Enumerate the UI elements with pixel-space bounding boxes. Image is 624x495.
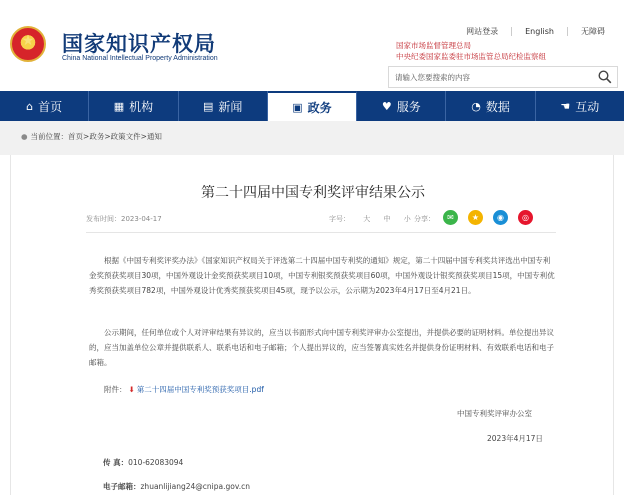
signature-org: 中国专利奖评审办公室 <box>457 409 532 418</box>
font-size-small[interactable]: 小 <box>403 215 411 223</box>
chart-icon: ◔ <box>471 99 481 113</box>
signature-date: 2023年4月17日 <box>487 434 543 443</box>
share-label: 分享： <box>414 215 435 223</box>
article-paragraph-2: 公示期间，任何单位或个人对评审结果有异议的，应当以书面形式向中国专利奖评审办公室提出，并提供必要的证明材料。单位提出异议的，应当加盖单位公章并提供联系人、联系电话和电子邮箱；个人提出异议的，应当签署真实姓名并提供身份证明材料、有效联系电话和电子邮箱。 <box>89 328 554 367</box>
attachment-link[interactable]: 第二十四届中国专利奖预获奖项目.pdf <box>136 385 264 394</box>
qzone-icon[interactable]: ★ <box>468 210 483 225</box>
affiliated-orgs <box>396 40 546 62</box>
breadcrumb-prefix: 当前位置： <box>30 132 69 141</box>
nav-interaction[interactable] <box>536 91 624 121</box>
national-emblem-icon[interactable] <box>10 26 46 62</box>
qq-icon[interactable]: ◉ <box>493 210 508 225</box>
nav-label: 政务 <box>307 100 332 115</box>
publish-info <box>86 214 162 224</box>
accessibility-link[interactable]: 无障碍 <box>567 27 618 36</box>
breadcrumb-bar <box>0 121 624 155</box>
font-size-medium[interactable]: 中 <box>383 215 391 223</box>
search-icon <box>598 70 612 84</box>
wechat-icon[interactable]: ✉ <box>443 210 458 225</box>
site-title[interactable]: 国家知识产权局 <box>62 32 216 56</box>
heart-hand-icon: ♥ <box>381 99 392 113</box>
nav-organization[interactable] <box>89 91 178 121</box>
login-link[interactable]: 网站登录 <box>466 27 499 36</box>
top-links <box>453 27 618 36</box>
attachment <box>104 384 264 395</box>
building-icon: ▦ <box>113 99 125 113</box>
nav-data[interactable] <box>446 91 535 121</box>
article-container <box>10 155 614 495</box>
publish-label: 发布时间： <box>86 215 121 223</box>
attachment-label: 附件： <box>104 385 127 394</box>
nav-services[interactable] <box>357 91 446 121</box>
hand-icon: ☚ <box>560 99 571 113</box>
fax-info <box>103 457 183 468</box>
news-icon: ▤ <box>202 99 214 113</box>
site-title-english: China National Intellectual Property Administration <box>62 55 218 62</box>
weibo-icon[interactable]: ◎ <box>518 210 533 225</box>
main-nav <box>0 91 624 121</box>
location-pin-icon: ● <box>21 132 28 141</box>
article-paragraph-1: 根据《中国专利奖评奖办法》《国家知识产权局关于评选第二十四届中国专利奖的通知》规定，第二十四届中国专利奖共评选出中国专利金奖预获奖项目30项，中国外观设计金奖预获奖项目10项，中国专利银奖预获奖项目60项，中国外观设计银奖预获奖项目15项，中国专利优秀奖预获奖项目782项，中国外观设计优秀奖预获奖项目45项，现予以公示，公示期为2023年4月17日至4月21日。 <box>89 256 555 295</box>
nav-label: 数据 <box>485 99 510 114</box>
nav-label: 机构 <box>129 99 154 114</box>
search-input[interactable] <box>395 70 590 84</box>
breadcrumb-path[interactable]: 首页>政务>政策文件>通知 <box>68 132 162 141</box>
publish-date: 2023-04-17 <box>121 215 162 223</box>
share-buttons <box>443 210 543 225</box>
email-value[interactable]: zhuanlijiang24@cnipa.gov.cn <box>140 482 250 491</box>
nav-label: 首页 <box>38 99 63 114</box>
font-size-large[interactable]: 大 <box>363 215 371 223</box>
search-button[interactable] <box>593 67 617 87</box>
org-link-samr[interactable]: 国家市场监督管理总局 <box>396 41 471 50</box>
divider <box>86 232 556 233</box>
home-icon: ⌂ <box>26 99 34 113</box>
document-icon: ▣ <box>292 100 303 114</box>
pdf-icon: ⬇ <box>128 385 135 394</box>
english-link[interactable]: English <box>511 27 567 36</box>
fax-label: 传 真： <box>103 458 129 467</box>
site-header <box>0 0 624 90</box>
breadcrumb <box>21 131 162 142</box>
nav-news[interactable] <box>179 91 268 121</box>
email-info <box>103 481 250 492</box>
nav-government-affairs[interactable] <box>268 91 357 121</box>
nav-home[interactable] <box>0 91 89 121</box>
font-size-control <box>329 214 411 224</box>
nav-label: 新闻 <box>218 99 243 114</box>
email-label: 电子邮箱： <box>103 482 141 491</box>
search-bar <box>388 66 618 88</box>
fax-value: 010-62083094 <box>128 458 184 467</box>
article-title: 第二十四届中国专利奖评审结果公示 <box>201 185 425 201</box>
nav-label: 互动 <box>575 99 600 114</box>
font-size-label: 字号： <box>329 215 350 223</box>
nav-label: 服务 <box>396 99 421 114</box>
org-link-discipline[interactable]: 中央纪委国家监委驻市场监管总局纪检监察组 <box>396 52 546 61</box>
